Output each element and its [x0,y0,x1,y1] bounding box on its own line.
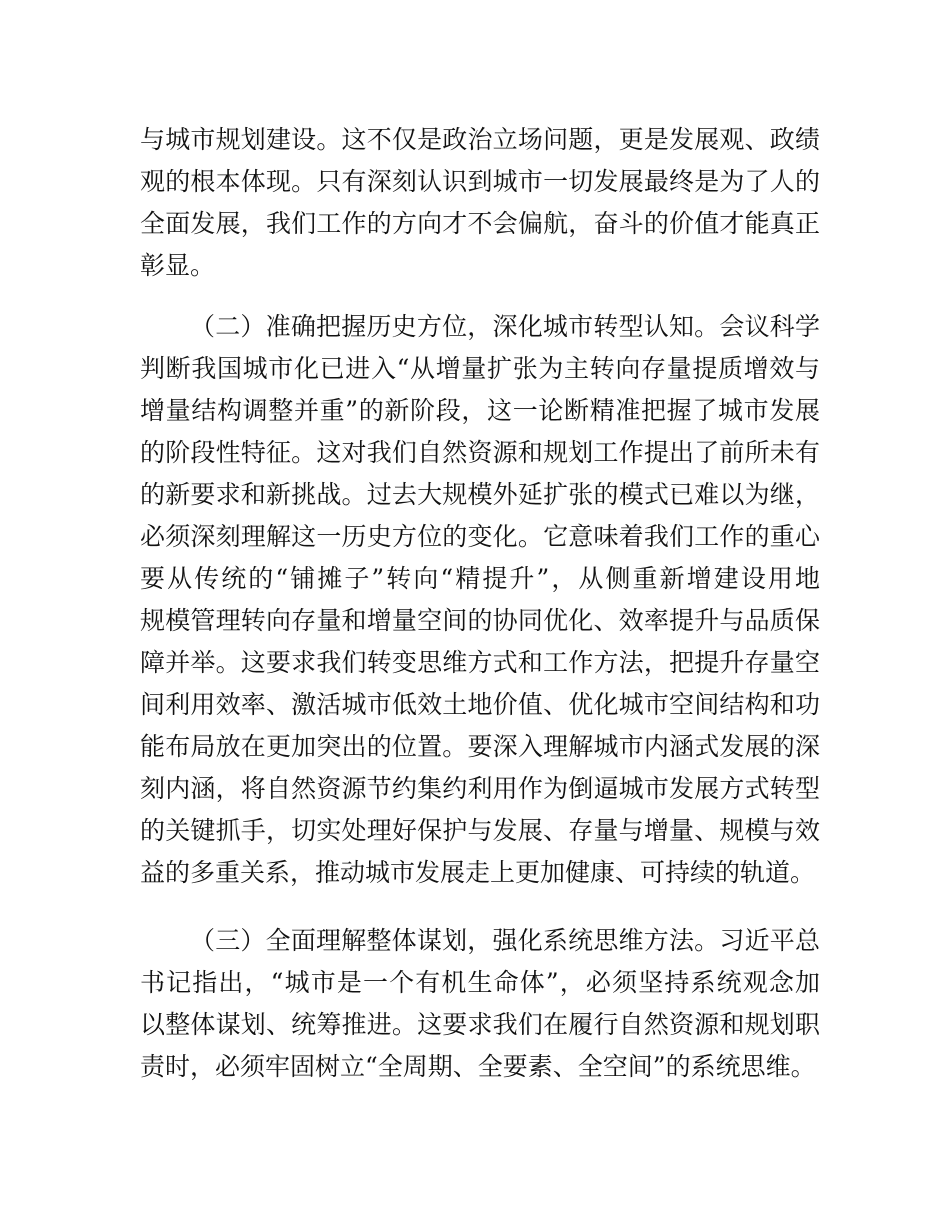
paragraph-3 [140,920,820,1088]
text-line: 增量结构调整并重”的新阶段，这一论断精准把握了城市发展 [140,396,820,425]
text-line: 障并举。这要求我们转变思维方式和工作方法，把提升存量空 [140,648,820,677]
text-line: 能布局放在更加突出的位置。要深入理解城市内涵式发展的深 [140,732,820,761]
text-line: 刻内涵，将自然资源节约集约利用作为倒逼城市发展方式转型 [140,774,820,803]
text-line: 全面发展，我们工作的方向才不会偏航，奋斗的价值才能真正 [140,209,820,238]
text-line: 的新要求和新挑战。过去大规模外延扩张的模式已难以为继， [140,480,820,509]
text-line: 责时，必须牢固树立“全周期、全要素、全空间”的系统思维。 [140,1052,816,1081]
paragraph-2 [140,306,820,894]
text-line: 判断我国城市化已进入“从增量扩张为主转向存量提质增效与 [140,354,820,383]
text-line: 的阶段性特征。这对我们自然资源和规划工作提出了前所未有 [140,438,820,467]
text-line: 益的多重关系，推动城市发展走上更加健康、可持续的轨道。 [140,858,816,887]
text-line: 必须深刻理解这一历史方位的变化。它意味着我们工作的重心 [140,522,820,551]
text-line: （三）全面理解整体谋划，强化系统思维方法。习近平总 [190,926,820,955]
text-line: 规模管理转向存量和增量空间的协同优化、效率提升与品质保 [140,606,820,635]
text-line: 观的根本体现。只有深刻认识到城市一切发展最终是为了人的 [140,167,820,196]
text-line: 的关键抓手，切实处理好保护与发展、存量与增量、规模与效 [140,816,820,845]
text-line: 与城市规划建设。这不仅是政治立场问题，更是发展观、政绩 [140,125,820,154]
text-line: 书记指出，“城市是一个有机生命体”，必须坚持系统观念加 [140,968,820,997]
text-line: 以整体谋划、统筹推进。这要求我们在履行自然资源和规划职 [140,1010,820,1039]
text-line: 间利用效率、激活城市低效土地价值、优化城市空间结构和功 [140,690,820,719]
text-line: 彰显。 [140,251,216,280]
text-line: 要从传统的“铺摊子”转向“精提升”，从侧重新增建设用地 [140,564,820,593]
text-line: （二）准确把握历史方位，深化城市转型认知。会议科学 [190,312,820,341]
paragraph-1 [140,119,820,287]
